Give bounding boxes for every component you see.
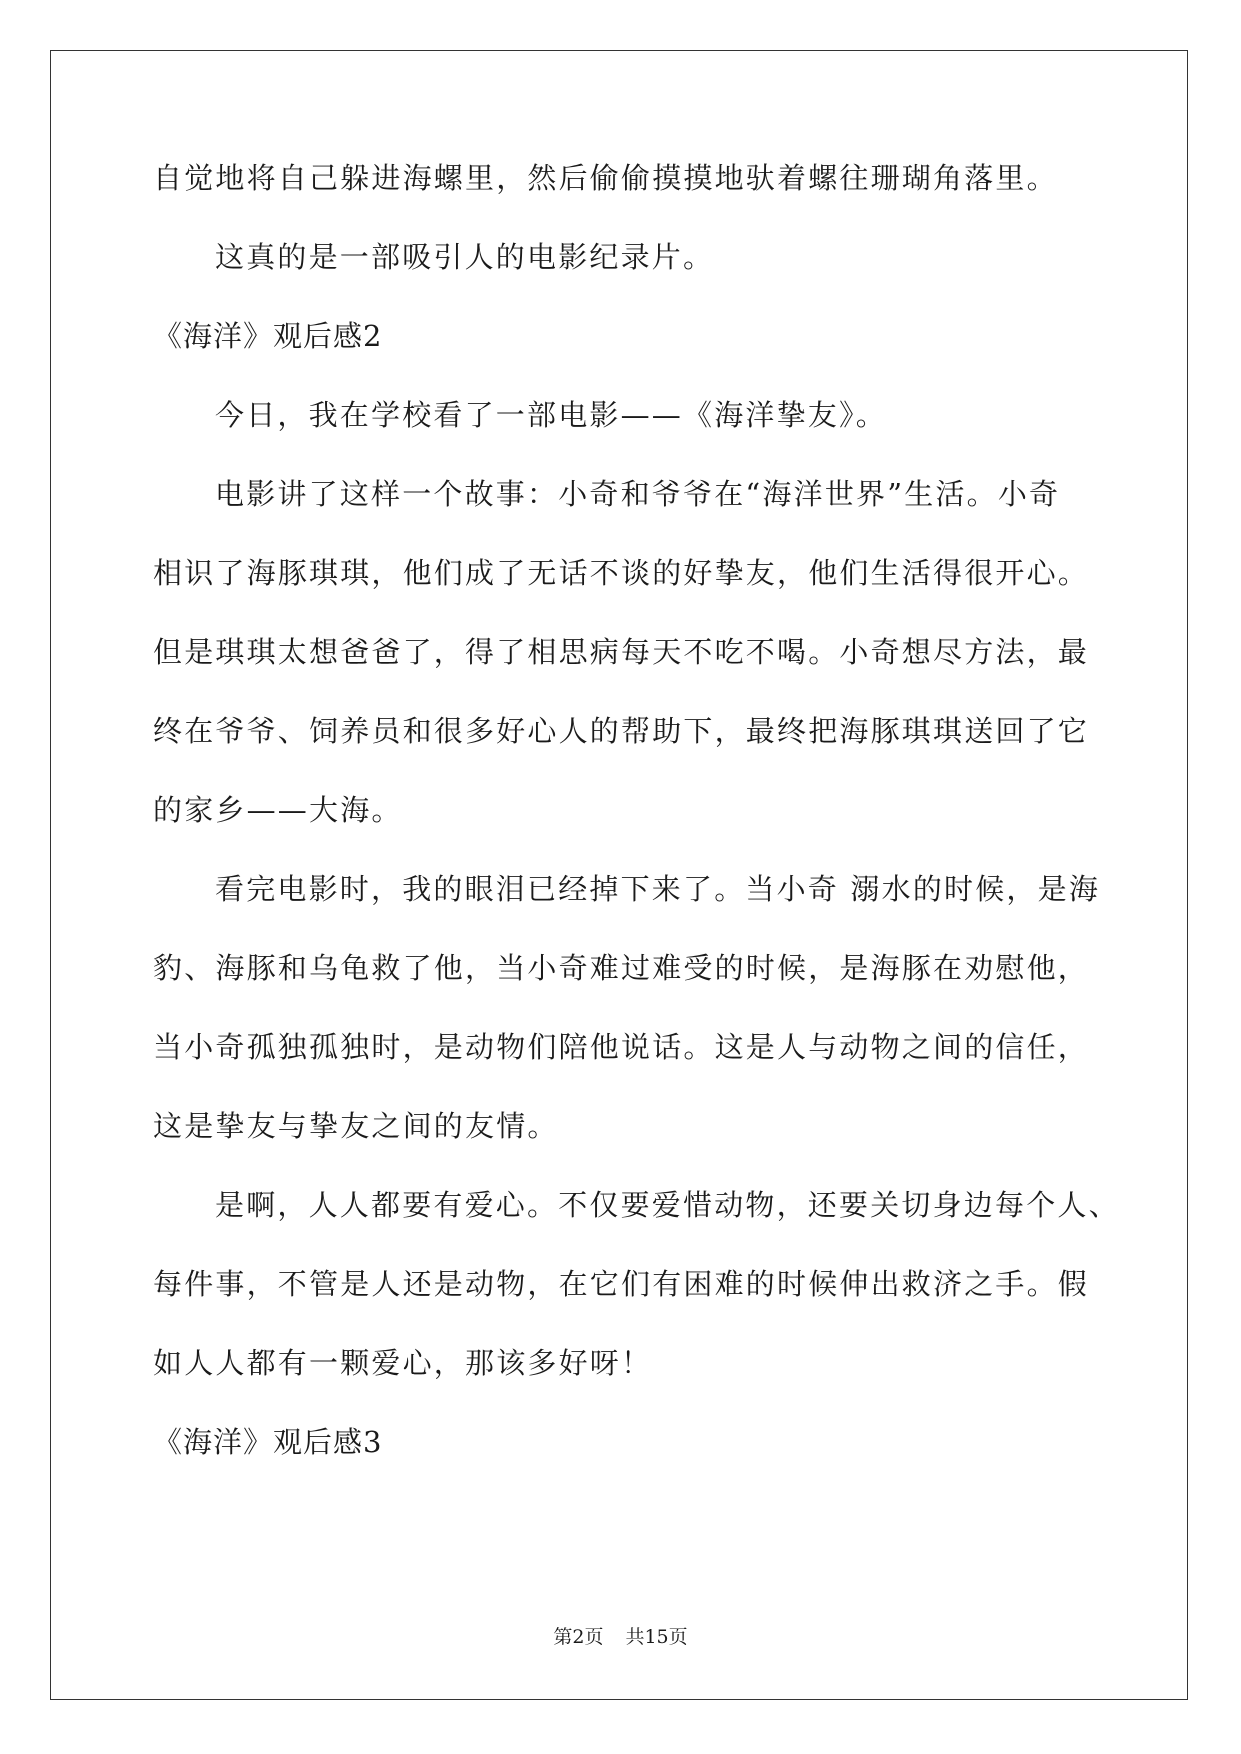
text-line-14: 是啊，人人都要有爱心。不仅要爱惜动物，还要关切身边每个人、 [215, 1188, 1120, 1222]
text-line-9: 的家乡——大海。 [153, 793, 403, 827]
text-line-16: 如人人都有一颗爱心，那该多好呀！ [153, 1346, 653, 1380]
text-line-4: 今日，我在学校看了一部电影——《海洋挚友》。 [215, 398, 887, 432]
text-line-1: 自觉地将自己躲进海螺里，然后偷偷摸摸地驮着螺往珊瑚角落里。 [153, 161, 1058, 195]
section-heading-2: 《海洋》观后感2 [153, 319, 383, 353]
page-total: 共15页 [625, 1626, 688, 1648]
text-line-13: 这是挚友与挚友之间的友情。 [153, 1109, 559, 1143]
text-line-15: 每件事，不管是人还是动物，在它们有困难的时候伸出救济之手。假 [153, 1267, 1090, 1301]
text-line-8: 终在爷爷、饲养员和很多好心人的帮助下，最终把海豚琪琪送回了它 [153, 714, 1090, 748]
text-line-5: 电影讲了这样一个故事：小奇和爷爷在“海洋世界”生活。小奇 [215, 477, 1061, 511]
document-body [153, 160, 1120, 1503]
text-line-12: 当小奇孤独孤独时，是动物们陪他说话。这是人与动物之间的信任， [153, 1030, 1090, 1064]
page-number: 第2页 [553, 1626, 604, 1648]
text-line-10: 看完电影时，我的眼泪已经掉下来了。当小奇 溺水的时候，是海 [215, 872, 1101, 906]
section-heading-3: 《海洋》观后感3 [153, 1425, 383, 1459]
text-line-2: 这真的是一部吸引人的电影纪录片。 [215, 240, 715, 274]
page-footer [0, 1625, 1241, 1649]
text-line-7: 但是琪琪太想爸爸了，得了相思病每天不吃不喝。小奇想尽方法，最 [153, 635, 1090, 669]
text-line-6: 相识了海豚琪琪，他们成了无话不谈的好挚友，他们生活得很开心。 [153, 556, 1090, 590]
text-line-11: 豹、海豚和乌龟救了他，当小奇难过难受的时候，是海豚在劝慰他， [153, 951, 1090, 985]
